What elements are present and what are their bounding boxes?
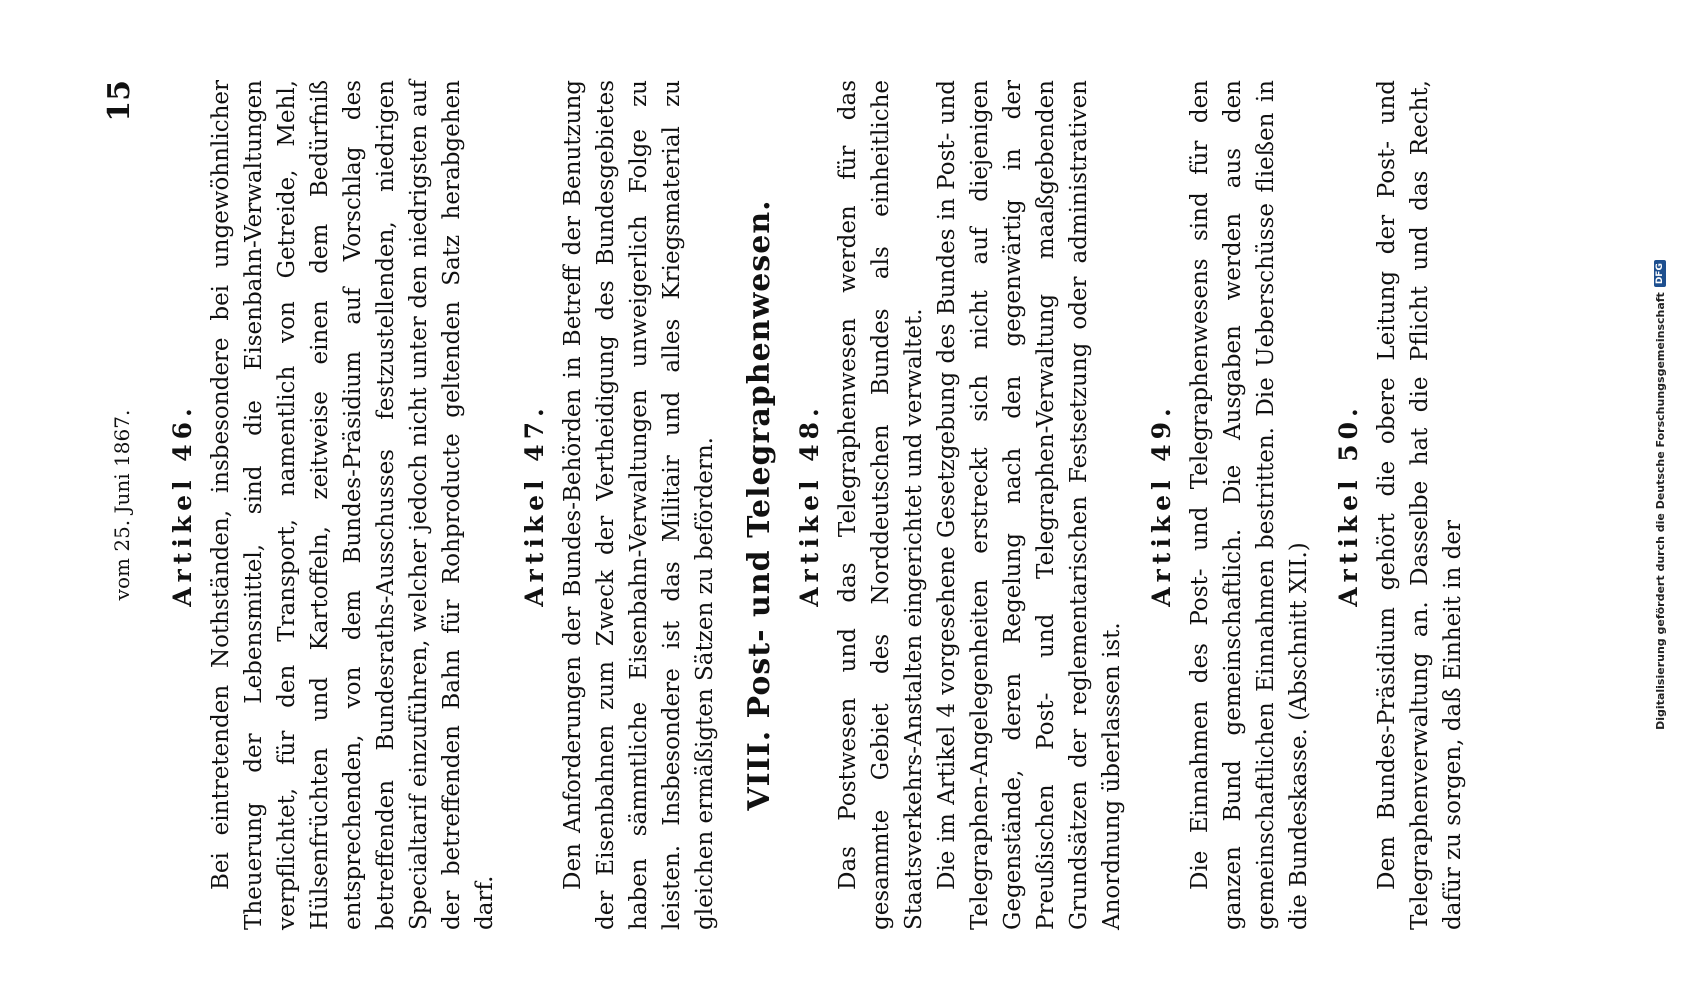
dfg-logo: DFG <box>1654 260 1666 287</box>
article-heading-49: Artikel 49. <box>1147 403 1176 607</box>
article-heading-47: Artikel 47. <box>520 403 549 607</box>
article-heading-48: Artikel 48. <box>795 403 824 607</box>
digitization-credit <box>1650 0 1670 990</box>
document-page <box>100 60 1540 950</box>
article-50-paragraph: Dem Bundes-Präsidium gehört die obere Leitung der Post- und Telegraphenverwaltung an. Dasselbe hat die Pflicht und das Recht, dafür zu sorgen, daß Einheit in der <box>1374 80 1466 930</box>
article-48-paragraph-2: Die im Artikel 4 vorgesehene Gesetzgebung des Bundes in Post- und Telegraphen-Angelegenheiten erstreckt sich nicht auf diejenigen Gegenstände, deren Regelung nach den gegenwärtig in der Preußischen Post- und Telegraphen-Verwaltung maaßgebenden Grundsätzen der reglementarischen Festsetzung oder administrativen Anordnung überlassen ist. <box>934 80 1125 930</box>
section-heading-viii: VIII. Post- und Telegraphenwesen. <box>742 199 777 811</box>
article-46-paragraph: Bei eintretenden Nothständen, insbesondere bei ungewöhnlicher Theuerung der Lebensmittel, sind die Eisenbahn-Verwaltungen verpflichtet, für den Transport, namentlich von Getreide, Mehl, Hülsenfrüchten und Kartoffeln, zeitweise einen dem Bedürfniß entsprechenden, von dem Bundes-Präsidium auf Vorschlag des betreffenden Bundesraths-Ausschusses festzustellenden, niedrigen Specialtarif einzuführen, welcher jedoch nicht unter den niedrigsten auf der betreffenden Bahn für Rohproducte geltenden Satz herabgehen darf. <box>208 80 498 930</box>
credit-text: Digitalisierung gefördert durch die Deutsche Forschungsgemeinschaft <box>1653 292 1667 730</box>
article-heading-46: Artikel 46. <box>168 403 197 607</box>
article-heading-50: Artikel 50. <box>1334 403 1363 607</box>
article-47-paragraph: Den Anforderungen der Bundes-Behörden in Betreff der Benutzung der Eisenbahnen zum Zweck der Vertheidigung des Bundesgebietes haben sämmtliche Eisenbahn-Verwaltungen unweigerlich Folge zu leisten. Insbesondere ist das Militair und alles Kriegsmaterial zu gleichen ermäßigten Sätzen zu befördern. <box>560 80 718 930</box>
article-49-paragraph: Die Einnahmen des Post- und Telegraphenwesens sind für den ganzen Bund gemeinschaftlich. Die Ausgaben werden aus den gemeinschaftlichen Einnahmen bestritten. Die Ueberschüsse fließen in die Bundeskasse. (Abschnitt XII.) <box>1187 80 1312 930</box>
running-head <box>102 80 150 930</box>
running-head-date: vom 25. Juni 1867. <box>110 409 134 601</box>
page-number: 15 <box>102 80 137 122</box>
article-48-paragraph-1: Das Postwesen und das Telegraphenwesen werden für das gesammte Gebiet des Norddeutschen Bundes als einheitliche Staatsverkehrs-Anstalten eingerichtet und verwaltet. <box>835 80 927 930</box>
